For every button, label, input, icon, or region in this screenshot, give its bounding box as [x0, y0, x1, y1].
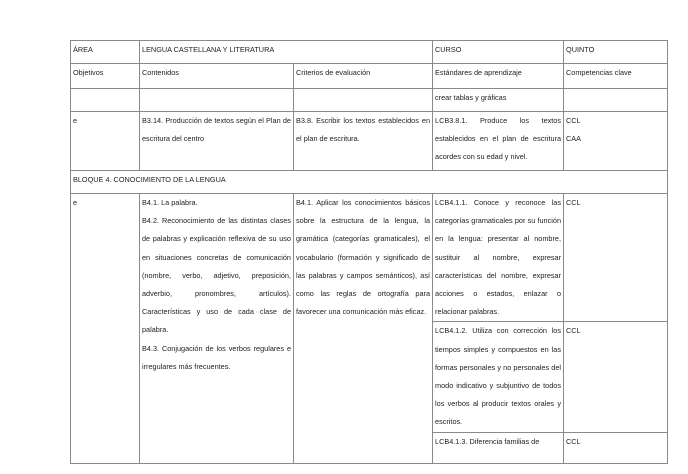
- col-contenidos: Contenidos: [140, 64, 294, 89]
- continuation-row: [71, 89, 668, 112]
- cell-empty: [71, 89, 140, 112]
- col-objetivos: Objetivos: [71, 64, 140, 89]
- col-estandares: Estándares de aprendizaje: [433, 64, 564, 89]
- table-row-b314: [71, 112, 668, 171]
- column-header-row: [71, 64, 668, 89]
- competencia-item: CCL: [566, 116, 581, 125]
- curso-value: QUINTO: [564, 41, 668, 64]
- estandar-cell: LCB4.1.2. Utiliza con corrección los tiempos simples y compuestos en las formas personales y no personales del modo indicativo y subjuntivo de todos los verbos al producir textos orales y escritos.: [433, 322, 564, 432]
- competencia-cell: CCL: [564, 194, 668, 322]
- continuation-estandar: crear tablas y gráficas: [433, 89, 564, 112]
- contenidos-cell: [140, 194, 294, 464]
- contenido-item: B4.1. La palabra.: [142, 198, 198, 207]
- cell-empty: [564, 89, 668, 112]
- criterio-cell: B3.8. Escribir los textos establecidos en el plan de escritura.: [294, 112, 433, 171]
- contenido-cell: B3.14. Producción de textos según el Plan de escritura del centro: [140, 112, 294, 171]
- bloque-row: [71, 171, 668, 194]
- table-row-b41: [71, 194, 668, 322]
- competencias-cell: [564, 112, 668, 171]
- contenido-item: B4.3. Conjugación de los verbos regulares e irregulares más frecuentes.: [142, 343, 291, 371]
- objetivo-cell: e: [71, 194, 140, 464]
- curriculum-table: [70, 40, 668, 464]
- estandar-cell: LCB3.8.1. Produce los textos establecidos en el plan de escritura acordes con su edad y nivel.: [433, 112, 564, 171]
- col-criterios: Criterios de evaluación: [294, 64, 433, 89]
- estandar-cell: LCB4.1.1. Conoce y reconoce las categorías gramaticales por su función en la lengua: presentar al nombre, sustituir al nombre, expresar características del nombre, expresar acciones o estados, enlazar o relacionar palabras.: [433, 194, 564, 322]
- cell-empty: [294, 89, 433, 112]
- bloque-title: BLOQUE 4. CONOCIMIENTO DE LA LENGUA: [71, 171, 668, 194]
- criterio-cell: B4.1. Aplicar los conocimientos básicos sobre la estructura de la lengua, la gramática (categorías gramaticales), el vocabulario (formación y significado de las palabras y campos semánticos), así como las reglas de ortografía para favorecer una comunicación más eficaz.: [294, 194, 433, 464]
- curso-label: CURSO: [433, 41, 564, 64]
- estandar-cell: LCB4.1.3. Diferencia familias de: [433, 432, 564, 463]
- competencia-cell: CCL: [564, 432, 668, 463]
- objetivo-cell: e: [71, 112, 140, 171]
- competencia-cell: CCL: [564, 322, 668, 432]
- cell-empty: [140, 89, 294, 112]
- col-competencias: Competencias clave: [564, 64, 668, 89]
- competencia-item: CAA: [566, 134, 582, 144]
- contenido-item: B4.2. Reconocimiento de las distintas clases de palabras y explicación reflexiva de su uso en situaciones concretas de comunicación (nombre, verbo, adjetivo, preposición, adverbio, pronombres, artículos). Características y uso de cada clase de palabra.: [142, 216, 291, 335]
- area-label: ÁREA: [71, 41, 140, 64]
- header-row: [71, 41, 668, 64]
- area-value: LENGUA CASTELLANA Y LITERATURA: [140, 41, 433, 64]
